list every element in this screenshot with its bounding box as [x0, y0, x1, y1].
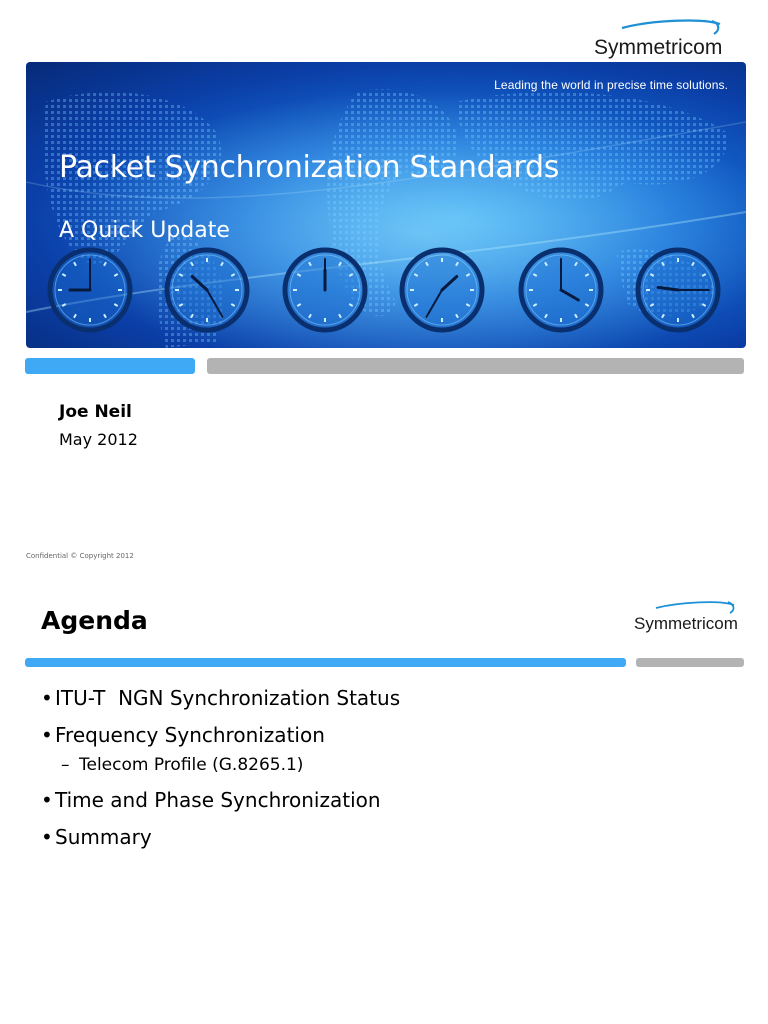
agenda-title: Agenda	[41, 606, 148, 635]
agenda-subitem	[41, 754, 400, 776]
agenda-item	[41, 825, 400, 849]
bullet-icon: •	[41, 788, 53, 812]
agenda-item	[41, 723, 400, 747]
accent-bar-gray	[207, 358, 744, 374]
presenter-name: Joe Neil	[59, 402, 132, 422]
slide-subtitle: A Quick Update	[59, 218, 230, 243]
symmetricom-logo-small	[632, 600, 752, 634]
clock-icon	[167, 250, 247, 330]
symmetricom-logo	[592, 18, 742, 62]
agenda-item	[41, 686, 400, 710]
clock-icon	[285, 250, 365, 330]
agenda-bar-gray	[636, 658, 744, 667]
presentation-date: May 2012	[59, 430, 138, 449]
bullet-icon: •	[41, 825, 53, 849]
agenda-item-text: Summary	[55, 825, 152, 849]
clock-icon	[50, 250, 130, 330]
accent-bar-blue	[25, 358, 195, 374]
clock-icon	[521, 250, 601, 330]
logo-text: Symmetricom	[634, 614, 738, 633]
agenda-item-text: Telecom Profile (G.8265.1)	[79, 755, 304, 775]
tagline: Leading the world in precise time solutions.	[494, 78, 728, 92]
confidential-notice: Confidential © Copyright 2012	[26, 552, 134, 560]
agenda-item-text: Time and Phase Synchronization	[55, 788, 381, 812]
slide-title: Packet Synchronization Standards	[59, 150, 560, 185]
agenda-bar-blue	[25, 658, 626, 667]
agenda-slide	[0, 576, 768, 1024]
dash-icon: –	[61, 755, 70, 775]
agenda-item-text: Frequency Synchronization	[55, 723, 325, 747]
world-map-background	[26, 62, 746, 348]
agenda-item	[41, 788, 400, 812]
bullet-icon: •	[41, 686, 53, 710]
clock-icon	[402, 250, 482, 330]
agenda-item-text: ITU-T NGN Synchronization Status	[55, 686, 401, 710]
clock-icon	[638, 250, 718, 330]
agenda-list	[41, 686, 400, 862]
title-banner	[26, 62, 746, 348]
bullet-icon: •	[41, 723, 53, 747]
logo-text: Symmetricom	[594, 36, 723, 59]
